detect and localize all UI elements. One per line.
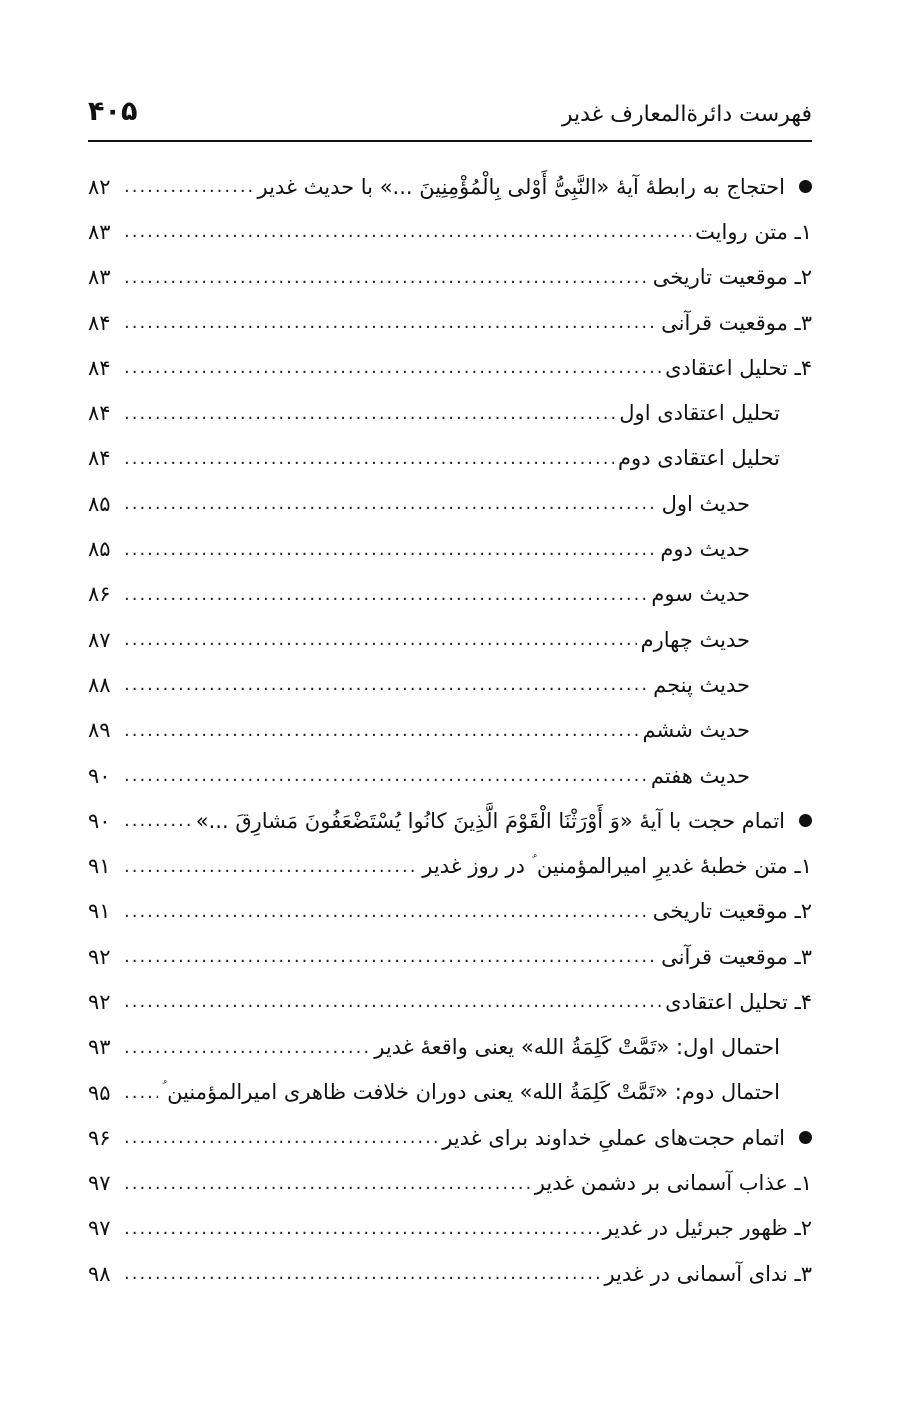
toc-entry-page: ۸۳ [88, 265, 111, 290]
toc-entry-page: ۸۵ [88, 491, 111, 516]
dot-leader [124, 448, 614, 469]
toc-entry-page: ۹۸ [88, 1261, 111, 1286]
dot-leader [124, 221, 691, 242]
toc-entry-page: ۸۵ [88, 537, 111, 562]
toc-entry [88, 481, 812, 526]
bullet-icon [799, 180, 812, 193]
dot-leader [124, 765, 647, 786]
toc-entry-page: ۹۱ [88, 899, 111, 924]
toc-entry-page: ۹۲ [88, 989, 111, 1014]
toc-entry [88, 436, 812, 481]
toc-entry [88, 708, 812, 753]
toc-entry-title: حدیث چهارم [640, 627, 750, 652]
toc-entry-page: ۹۰ [88, 763, 111, 788]
toc-entry [88, 753, 812, 798]
toc-entry [88, 1161, 812, 1206]
toc-entry [88, 255, 812, 300]
dot-leader [124, 176, 254, 197]
dot-leader [124, 901, 649, 922]
toc-entry-title: ۱ـ متن روایت [695, 219, 812, 244]
toc-entry-page: ۸۶ [88, 582, 111, 607]
toc-entry-title: ۳ـ ندای آسمانی در غدیر [604, 1261, 812, 1286]
toc-entry-page: ۸۴ [88, 401, 111, 426]
toc-entry [88, 934, 812, 979]
dot-leader [124, 1037, 370, 1058]
dot-leader [124, 991, 661, 1012]
dot-leader [124, 357, 661, 378]
toc-entry [88, 1206, 812, 1251]
toc-entry-title: ۴ـ تحلیل اعتقادی [665, 989, 812, 1014]
toc-entry [88, 300, 812, 345]
toc-entry-page: ۹۰ [88, 808, 111, 833]
toc-entry [88, 526, 812, 571]
toc-entry [88, 345, 812, 390]
dot-leader [124, 1218, 599, 1239]
toc-entry-title: حدیث ششم [642, 718, 750, 743]
toc-entry-title: تحلیل اعتقادی دوم [618, 446, 780, 471]
toc-entry-title: ۳ـ موقعیت قرآنی [661, 944, 812, 969]
dot-leader [124, 312, 657, 333]
dot-leader [124, 810, 192, 831]
toc-entry-title: حدیث هفتم [650, 763, 750, 788]
dot-leader [124, 946, 657, 967]
dot-leader [124, 403, 615, 424]
dot-leader [124, 493, 658, 514]
toc-entry [88, 209, 812, 254]
toc-entry-page: ۸۸ [88, 672, 111, 697]
toc-entry-page: ۸۹ [88, 718, 111, 743]
toc-entry-page: ۸۲ [88, 174, 111, 199]
toc-entry-page: ۹۳ [88, 1035, 111, 1060]
dot-leader [124, 1173, 531, 1194]
toc-entry-page: ۸۳ [88, 219, 111, 244]
toc-entry-title: احتمال دوم: «تَمَّتْ کَلِمَةُ الله» یعنی دوران خلافت ظاهری امیرالمؤمنین ؑ [161, 1080, 780, 1105]
toc-entry-title: حدیث پنجم [653, 672, 750, 697]
dot-leader [124, 1082, 158, 1103]
dot-leader [124, 720, 639, 741]
toc-entry [88, 979, 812, 1024]
toc-entry-page: ۹۷ [88, 1216, 111, 1241]
toc-entry-page: ۹۵ [88, 1080, 111, 1105]
toc-entry-title: حدیث دوم [660, 537, 750, 562]
dot-leader [124, 674, 649, 695]
toc-entry [88, 572, 812, 617]
toc-entry-page: ۹۲ [88, 944, 111, 969]
dot-leader [124, 539, 656, 560]
toc-entry-page: ۸۴ [88, 355, 111, 380]
toc-entry-title: ۳ـ موقعیت قرآنی [661, 310, 812, 335]
toc-entry-title: اتمام حجت‌های عملیِ خداوند برای غدیر [442, 1125, 785, 1150]
page-header [88, 96, 812, 142]
bullet-icon [799, 814, 812, 827]
toc-entry [88, 617, 812, 662]
toc-entry [88, 889, 812, 934]
toc-entry [88, 1025, 812, 1070]
dot-leader [124, 1127, 438, 1148]
toc-entry [88, 390, 812, 435]
toc-entry [88, 1251, 812, 1296]
toc-entry-title: ۱ـ عذاب آسمانی بر دشمن غدیر [534, 1171, 812, 1196]
toc-entry-title: احتمال اول: «تَمَّتْ کَلِمَةُ الله» یعنی واقعهٔ غدیر [374, 1035, 780, 1060]
toc-entry [88, 843, 812, 888]
toc-entry-title: ۱ـ متن خطبهٔ غدیرِ امیرالمؤمنین ؑ در روز غدیر [422, 853, 812, 878]
dot-leader [124, 629, 637, 650]
toc-entry-page: ۸۷ [88, 627, 111, 652]
toc-entry-page: ۹۶ [88, 1125, 111, 1150]
toc-entry-title: ۲ـ موقعیت تاریخی [652, 265, 812, 290]
toc-entry-title: ۲ـ ظهور جبرئیل در غدیر [602, 1216, 812, 1241]
dot-leader [124, 856, 418, 877]
toc-entry-main [88, 1115, 812, 1160]
toc-entry-page: ۸۴ [88, 310, 111, 335]
toc-entry-title: احتجاج به رابطهٔ آیهٔ «النَّبِیُّ أَوْلی بِالْمُؤْمِنِینَ ...» با حدیث غدیر [257, 174, 785, 199]
toc-entry [88, 1070, 812, 1115]
dot-leader [124, 267, 649, 288]
bullet-icon [799, 1131, 812, 1144]
toc-entry-page: ۹۷ [88, 1171, 111, 1196]
toc-entry-title: اتمام حجت با آیهٔ «وَ أَوْرَثْنَا الْقَوْمَ الَّذِینَ کانُوا یُسْتَضْعَفُونَ مَشارِقَ ...» [195, 808, 785, 833]
toc-entry-page: ۹۱ [88, 854, 111, 879]
toc-entry-title: حدیث اول [661, 491, 750, 516]
toc-entry [88, 662, 812, 707]
dot-leader [124, 1263, 600, 1284]
toc-entry-page: ۸۴ [88, 446, 111, 471]
toc-entry-title: تحلیل اعتقادی اول [619, 401, 780, 426]
toc-entry-title: ۴ـ تحلیل اعتقادی [665, 355, 812, 380]
running-title: فهرست دائرةالمعارف غدیر [561, 102, 812, 127]
table-of-contents [88, 164, 812, 1296]
page-number: ۴۰۵ [88, 96, 138, 127]
toc-entry-title: ۲ـ موقعیت تاریخی [652, 899, 812, 924]
dot-leader [124, 584, 647, 605]
toc-entry-main [88, 164, 812, 209]
toc-entry-main [88, 798, 812, 843]
toc-entry-title: حدیث سوم [651, 582, 750, 607]
